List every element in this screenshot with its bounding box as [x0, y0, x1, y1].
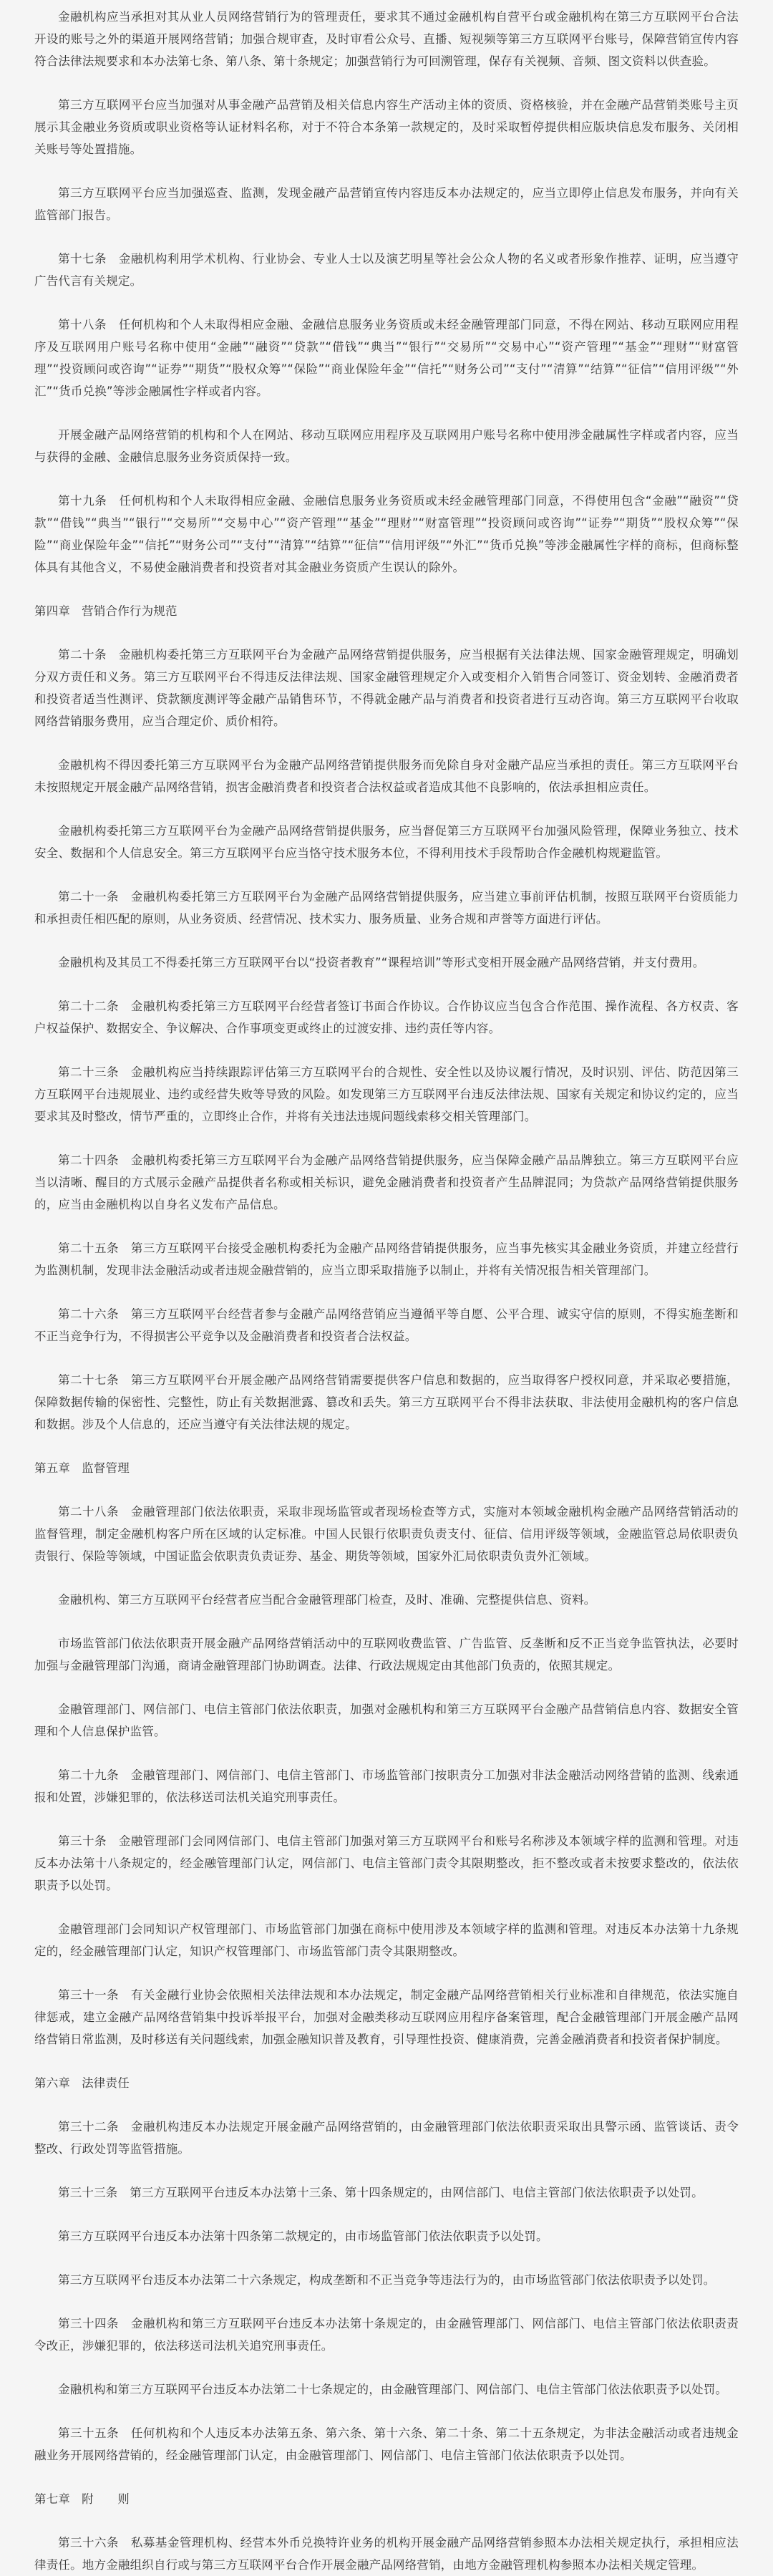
paragraph: 第十七条 金融机构利用学术机构、行业协会、专业人士以及演艺明星等社会公众人物的名义或者形象作推荐、证明，应当遵守广告代言有关规定。 [34, 252, 739, 288]
paragraph: 市场监管部门依法依职责开展金融产品网络营销活动中的互联网收费监管、广告监管、反垄断和反不正当竞争监管执法，必要时加强与金融管理部门沟通，商请金融管理部门协助调查。法律、行政法规规定由其他部门负责的，依照其规定。 [34, 1637, 739, 1672]
chapter-title: 附 则 [82, 2492, 130, 2506]
paragraph: 金融机构和第三方互联网平台违反本办法第二十七条规定的，由金融管理部门、网信部门、电信主管部门依法依职责予以处罚。 [58, 2383, 728, 2396]
paragraph: 金融管理部门会同知识产权管理部门、市场监管部门加强在商标中使用涉及本领域字样的监测和管理。对违反本办法第十九条规定的，经金融管理部门认定，知识产权管理部门、市场监管部门责令其限期整改。 [34, 1922, 739, 1958]
paragraph: 第二十四条 金融机构委托第三方互联网平台为金融产品网络营销提供服务，应当保障金融产品品牌独立。第三方互联网平台应当以清晰、醒目的方式展示金融产品提供者名称或相关标识，避免金融消费者和投资者产生品牌混同；为贷款产品网络营销提供服务的，应当由金融机构以自身名义发布产品信息。 [34, 1153, 739, 1211]
paragraph: 第二十二条 金融机构委托第三方互联网平台经营者签订书面合作协议。合作协议应当包含合作范围、操作流程、各方权责、客户权益保护、数据安全、争议解决、合作事项变更或终止的过渡安排、违约责任等内容。 [34, 999, 739, 1035]
paragraph: 第三十六条 私募基金管理机构、经营本外币兑换特许业务的机构开展金融产品网络营销参照本办法相关规定执行，承担相应法律责任。地方金融组织自行或与第三方互联网平台合作开展金融产品网络营销，由地方金融管理机构参照本办法相关规定管理。 [34, 2536, 739, 2572]
paragraph: 开展金融产品网络营销的机构和个人在网站、移动互联网应用程序及互联网用户账号名称中使用涉金融属性字样或者内容，应当与获得的金融、金融信息服务业务资质保持一致。 [34, 428, 739, 464]
paragraph: 第三十四条 金融机构和第三方互联网平台违反本办法第十条规定的，由金融管理部门、网信部门、电信主管部门依法依职责责令改正，涉嫌犯罪的，依法移送司法机关追究刑事责任。 [34, 2317, 739, 2353]
paragraph: 第三方互联网平台违反本办法第十四条第二款规定的，由市场监管部门依法依职责予以处罚。 [58, 2229, 548, 2243]
chapter-heading [34, 2488, 739, 2510]
chapter-number: 第五章 [34, 1461, 71, 1475]
paragraph: 第三方互联网平台应当加强巡查、监测，发现金融产品营销宣传内容违反本办法规定的，应当立即停止信息发布服务，并向有关监管部门报告。 [34, 186, 739, 222]
chapter-number: 第六章 [34, 2076, 71, 2090]
paragraph: 第十八条 任何机构和个人未取得相应金融、金融信息服务业务资质或未经金融管理部门同意，不得在网站、移动互联网应用程序及互联网用户账号名称中使用“金融”“融资”“贷款”“借钱”“典当”“银行”“交易所”“交易中心”“资产管理”“基金”“理财”“财富管理”“投资顾问或咨询”“证券”“期货”“股权众筹”“保险”“商业保险年金”“信托”“财务公司”“支付”“清算”“结算”“征信”“信用评级”“外汇”“货币兑换”等涉金融属性字样或者内容。 [34, 318, 739, 398]
chapter-heading [34, 2072, 739, 2094]
chapter-heading [34, 1457, 739, 1479]
paragraph: 第三十条 金融管理部门会同网信部门、电信主管部门加强对第三方互联网平台和账号名称涉及本领域字样的监测和管理。对违反本办法第十八条规定的，经金融管理部门认定，网信部门、电信主管部门责令其限期整改，拒不整改或者未按要求整改的，依法依职责予以处罚。 [34, 1834, 739, 1892]
paragraph: 金融管理部门、网信部门、电信主管部门依法依职责，加强对金融机构和第三方互联网平台金融产品营销信息内容、数据安全管理和个人信息保护监管。 [34, 1703, 739, 1738]
paragraph: 第二十五条 第三方互联网平台接受金融机构委托为金融产品网络营销提供服务，应当事先核实其金融业务资质，并建立经营行为监测机制，发现非法金融活动或者违规金融营销的，应当立即采取措施予以制止，并将有关情况报告相关管理部门。 [34, 1241, 739, 1277]
paragraph: 金融机构不得因委托第三方互联网平台为金融产品网络营销提供服务而免除自身对金融产品应当承担的责任。第三方互联网平台未按照规定开展金融产品网络营销，损害金融消费者和投资者合法权益或者造成其他不良影响的，依法承担相应责任。 [34, 758, 739, 794]
paragraph: 第二十三条 金融机构应当持续跟踪评估第三方互联网平台的合规性、安全性以及协议履行情况，及时识别、评估、防范因第三方互联网平台违规展业、违约或经营失败等导致的风险。如发现第三方互联网平台违反法律法规、国家有关规定和协议约定的，应当要求其及时整改，情节严重的，立即终止合作，并将有关违法违规问题线索移交相关管理部门。 [34, 1065, 739, 1123]
paragraph: 金融机构应当承担对其从业人员网络营销行为的管理责任，要求其不通过金融机构自营平台或金融机构在第三方互联网平台合法开设的账号之外的渠道开展网络营销；加强合规审查，及时审看公众号、直播、短视频等第三方互联网平台账号，保障营销宣传内容符合法律法规要求和本办法第七条、第八条、第十条规定；加强营销行为可回溯管理，保存有关视频、音频、图文资料以供查验。 [34, 10, 739, 68]
paragraph: 第三十二条 金融机构违反本办法规定开展金融产品网络营销的，由金融管理部门依法依职责采取出具警示函、监管谈话、责令整改、行政处罚等监管措施。 [34, 2120, 739, 2156]
paragraph: 第二十七条 第三方互联网平台开展金融产品网络营销需要提供客户信息和数据的，应当取得客户授权同意，并采取必要措施，保障数据传输的保密性、完整性，防止有关数据泄露、篡改和丢失。第三方互联网平台不得非法获取、非法使用金融机构的客户信息和数据。涉及个人信息的，还应当遵守有关法律法规的规定。 [34, 1373, 739, 1431]
paragraph: 第二十九条 金融管理部门、网信部门、电信主管部门、市场监管部门按职责分工加强对非法金融活动网络营销的监测、线索通报和处置，涉嫌犯罪的，依法移送司法机关追究刑事责任。 [34, 1768, 739, 1804]
chapter-title: 营销合作行为规范 [82, 604, 178, 618]
paragraph: 金融机构、第三方互联网平台经营者应当配合金融管理部门检查，及时、准确、完整提供信息、资料。 [58, 1593, 596, 1607]
paragraph: 第三十五条 任何机构和个人违反本办法第五条、第六条、第十六条、第二十条、第二十五条规定，为非法金融活动或者违规金融业务开展网络营销的，经金融管理部门认定，由金融管理部门、网信部门、电信主管部门依法依职责予以处罚。 [34, 2426, 739, 2462]
paragraph: 金融机构委托第三方互联网平台为金融产品网络营销提供服务，应当督促第三方互联网平台加强风险管理，保障业务独立、技术安全、数据和个人信息安全。第三方互联网平台应当恪守技术服务本位，不得利用技术手段帮助合作金融机构规避监管。 [34, 824, 739, 860]
paragraph: 第三方互联网平台应当加强对从事金融产品营销及相关信息内容生产活动主体的资质、资格核验，并在金融产品营销类账号主页展示其金融业务资质或职业资格等认证材料名称，对于不符合本条第一款规定的，及时采取暂停提供相应版块信息发布服务、关闭相关账号等处置措施。 [34, 98, 739, 156]
paragraph: 第十九条 任何机构和个人未取得相应金融、金融信息服务业务资质或未经金融管理部门同意，不得使用包含“金融”“融资”“贷款”“借钱”“典当”“银行”“交易所”“交易中心”“资产管理”“基金”“理财”“财富管理”“投资顾问或咨询”“证券”“期货”“股权众筹”“保险”“商业保险年金”“信托”“财务公司”“支付”“清算”“结算”“征信”“信用评级”“外汇”“货币兑换”等涉金融属性字样的商标，但商标整体具有其他含义，不易使金融消费者和投资者对其金融业务资质产生误认的除外。 [34, 494, 739, 574]
paragraph: 第三十三条 第三方互联网平台违反本办法第十三条、第十四条规定的，由网信部门、电信主管部门依法依职责予以处罚。 [58, 2186, 704, 2199]
paragraph: 第三十一条 有关金融行业协会依照相关法律法规和本办法规定，制定金融产品网络营销相关行业标准和自律规范，依法实施自律惩戒，建立金融产品网络营销集中投诉举报平台，加强对金融类移动互联网应用程序备案管理，配合金融管理部门开展金融产品网络营销日常监测，及时移送有关问题线索，加强金融知识普及教育，引导理性投资、健康消费，完善金融消费者和投资者保护制度。 [34, 1988, 739, 2046]
paragraph: 第二十八条 金融管理部门依法依职责，采取非现场监管或者现场检查等方式，实施对本领域金融机构金融产品网络营销活动的监督管理，制定金融机构客户所在区域的认定标准。中国人民银行依职责负责支付、征信、信用评级等领域，金融监管总局依职责负责银行、保险等领域，中国证监会依职责负责证券、基金、期货等领域，国家外汇局依职责负责外汇领域。 [34, 1505, 739, 1563]
chapter-title: 监督管理 [82, 1461, 130, 1475]
paragraph: 第二十六条 第三方互联网平台经营者参与金融产品网络营销应当遵循平等自愿、公平合理、诚实守信的原则，不得实施垄断和不正当竞争行为，不得损害公平竞争以及金融消费者和投资者合法权益。 [34, 1307, 739, 1343]
paragraph: 第二十条 金融机构委托第三方互联网平台为金融产品网络营销提供服务，应当根据有关法律法规、国家金融管理规定，明确划分双方责任和义务。第三方互联网平台不得违反法律法规、国家金融管理规定介入或变相介入销售合同签订、资金划转、金融消费者和投资者适当性测评、贷款额度测评等金融产品销售环节，不得就金融产品与消费者和投资者进行互动咨询。第三方互联网平台收取网络营销服务费用，应当合理定价、质价相符。 [34, 648, 739, 728]
chapter-number: 第四章 [34, 604, 71, 618]
chapter-heading [34, 600, 739, 622]
paragraph: 金融机构及其员工不得委托第三方互联网平台以“投资者教育”“课程培训”等形式变相开展金融产品网络营销，并支付费用。 [58, 956, 705, 969]
chapter-title: 法律责任 [82, 2076, 130, 2090]
paragraph: 第三方互联网平台违反本办法第二十六条规定，构成垄断和不正当竞争等违法行为的，由市场监管部门依法依职责予以处罚。 [58, 2273, 716, 2287]
chapter-number: 第七章 [34, 2492, 71, 2506]
paragraph: 第二十一条 金融机构委托第三方互联网平台为金融产品网络营销提供服务，应当建立事前评估机制，按照互联网平台资质能力和承担责任相匹配的原则，从业务资质、经营情况、技术实力、服务质量、业务合规和声誉等方面进行评估。 [34, 890, 739, 926]
